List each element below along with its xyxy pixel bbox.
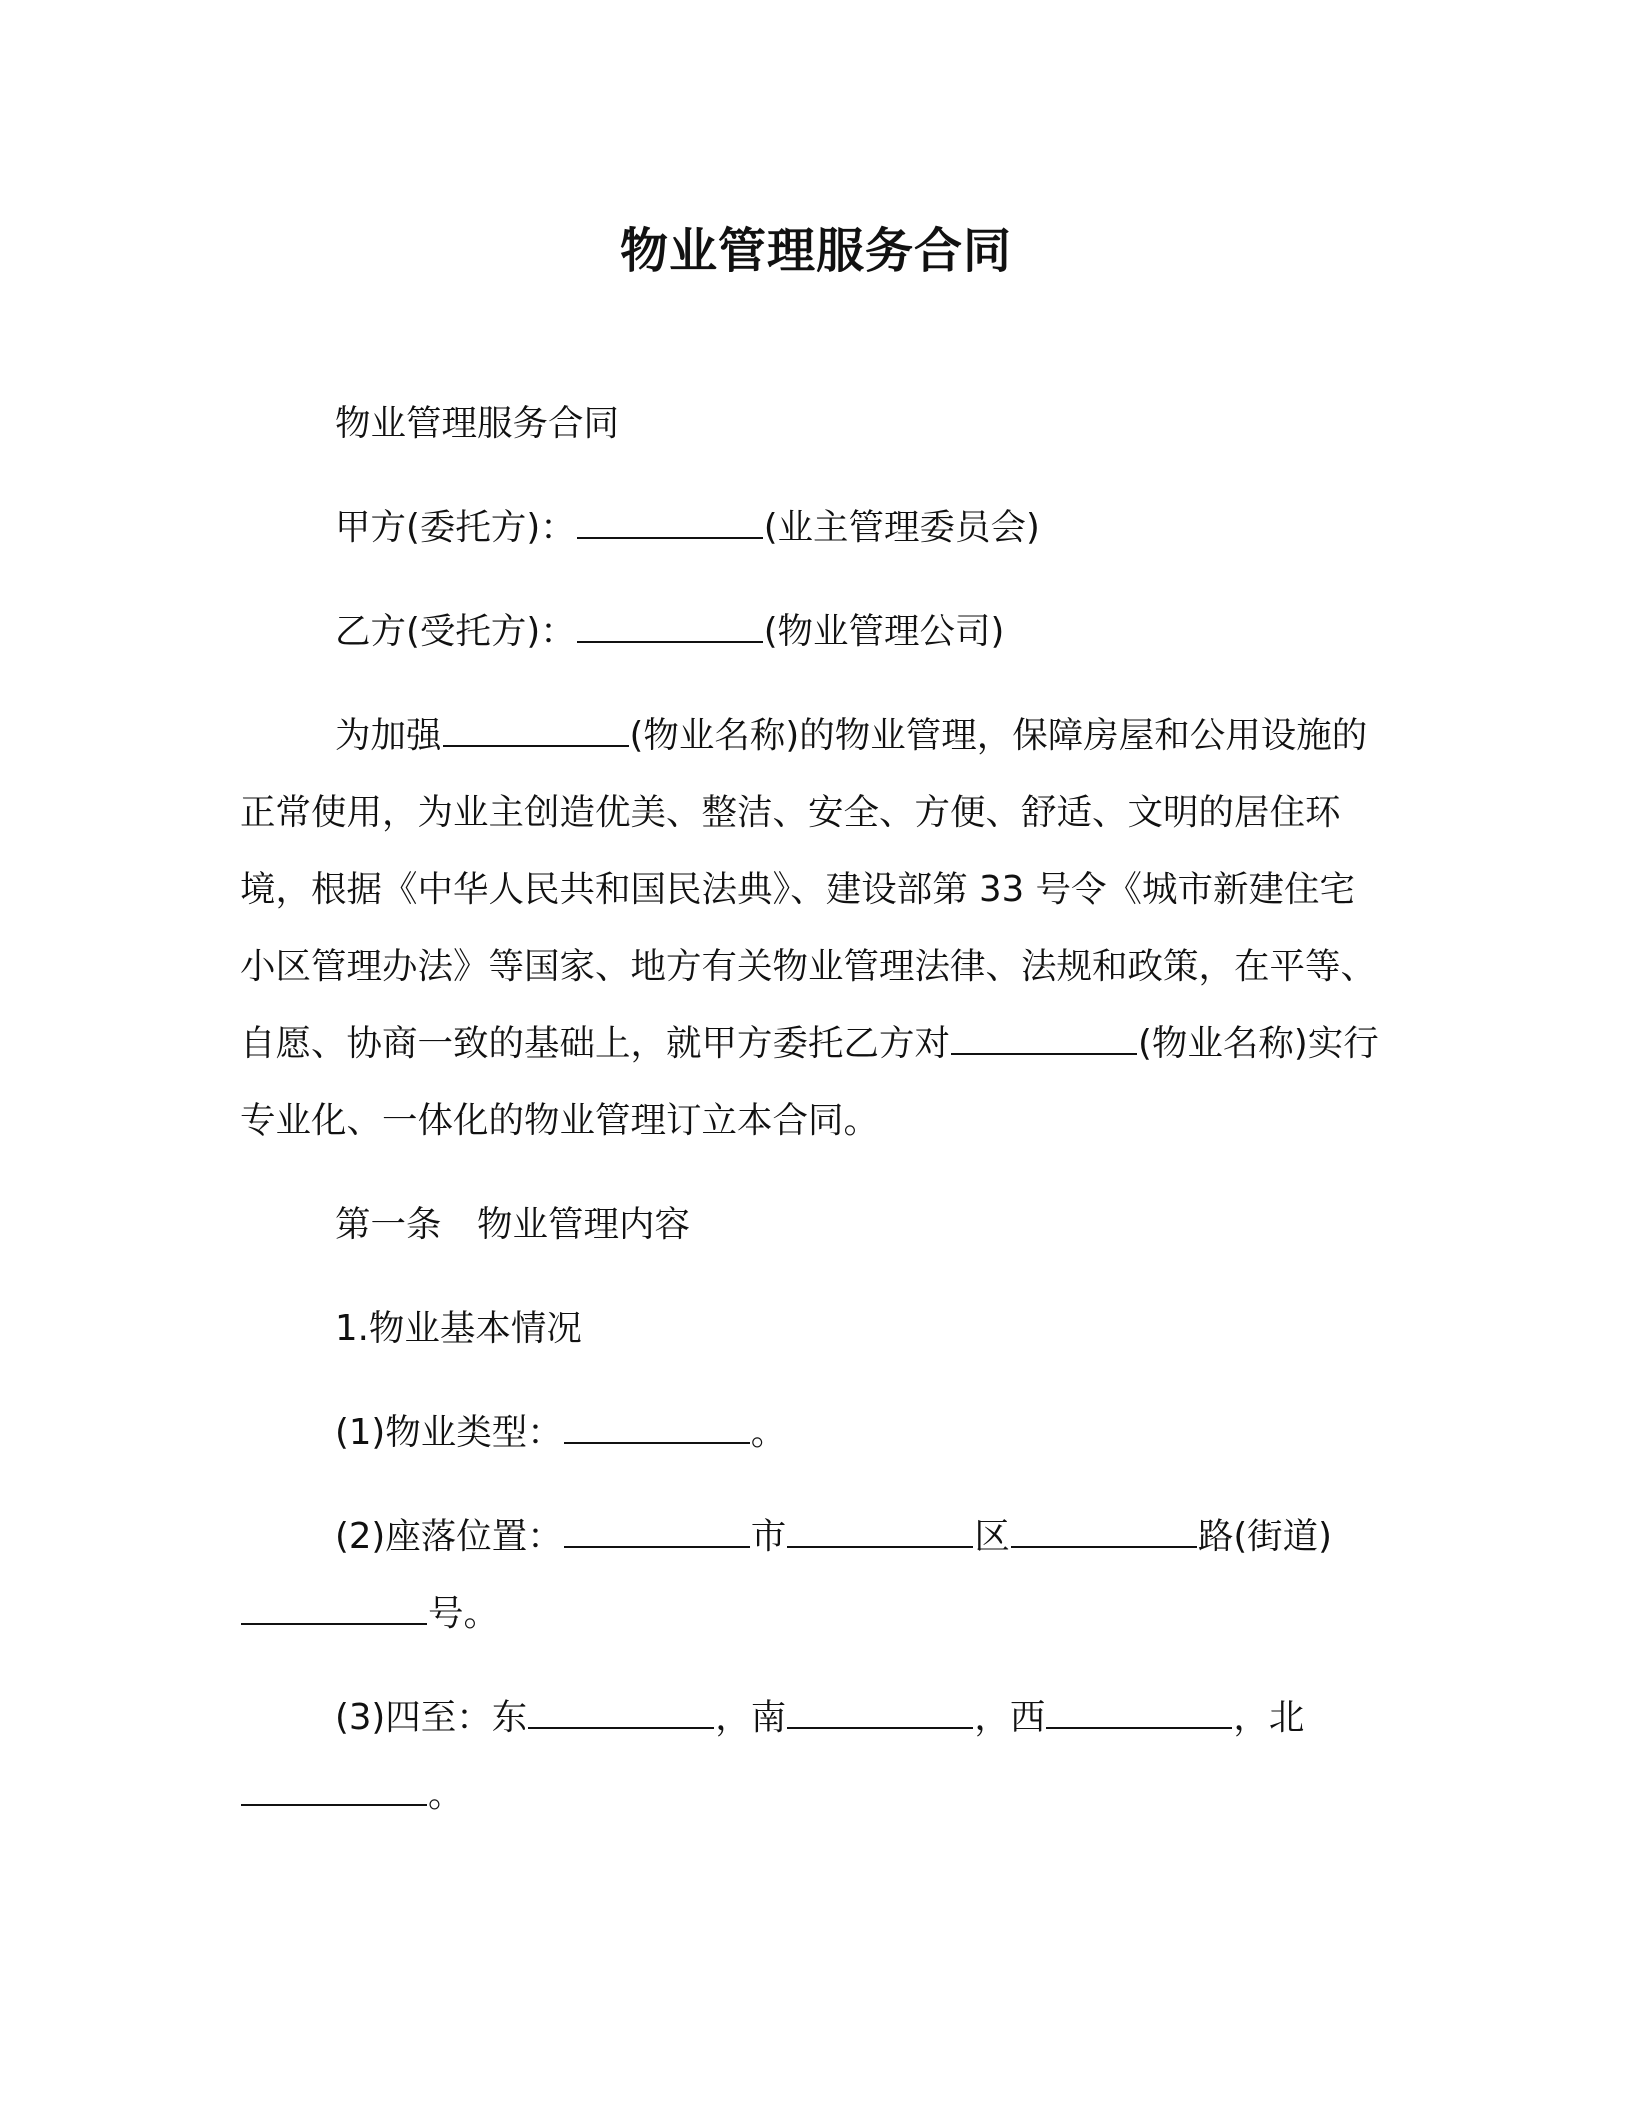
party-b-blank — [577, 611, 763, 643]
preamble-text-2: (物业名称)的物业管理，保障房屋和公用设施的正常使用，为业主创造优美、整洁、安全、方便、舒适、文明的居住环境，根据《中华人民共和国民法典》、建设部第 33 号令《城市新建住宅小区管理办法》等国家、地方有关物业管理法律、法规和政策，在平等、自愿、协商一致的基础上，就甲方委托乙方对 — [240, 715, 1377, 1064]
item-3-south: ，南 — [715, 1697, 787, 1738]
item-2-paragraph — [240, 1498, 1380, 1652]
party-a-paragraph — [240, 489, 1380, 566]
item-2-blank-city — [564, 1516, 750, 1548]
section-1-heading-paragraph — [240, 1290, 1380, 1367]
document-title: 物业管理服务合同 — [619, 223, 1012, 279]
party-a-note: (业主管理委员会) — [763, 507, 1040, 548]
preamble-paragraph — [240, 697, 1380, 1159]
item-2-city: 市 — [750, 1516, 787, 1557]
item-2-blank-number — [241, 1593, 427, 1625]
party-a-blank — [577, 507, 763, 539]
item-3-blank-east — [528, 1697, 714, 1729]
item-1-end: 。 — [750, 1412, 787, 1453]
article-1-heading-paragraph — [240, 1186, 1380, 1263]
preamble-blank-1 — [443, 715, 629, 747]
item-3-blank-south — [787, 1697, 973, 1729]
party-b-label: 乙方(受托方)： — [335, 611, 576, 652]
section-1-heading: 1.物业基本情况 — [335, 1308, 582, 1349]
item-3-blank-north — [241, 1774, 427, 1806]
document-body — [240, 385, 1380, 1860]
item-2-road: 路(街道) — [1197, 1516, 1333, 1557]
item-3-end: 。 — [428, 1774, 464, 1815]
party-a-label: 甲方(委托方)： — [335, 507, 576, 548]
preamble-text-1: 为加强 — [335, 715, 442, 756]
item-2-label: (2)座落位置： — [335, 1516, 563, 1557]
party-b-note: (物业管理公司) — [763, 611, 1005, 652]
subtitle-text: 物业管理服务合同 — [335, 403, 620, 444]
article-1-heading: 第一条 物业管理内容 — [335, 1204, 691, 1245]
item-3-west: ，西 — [974, 1697, 1046, 1738]
item-1-label: (1)物业类型： — [335, 1412, 563, 1453]
item-2-district: 区 — [974, 1516, 1010, 1557]
item-2-number: 号。 — [428, 1593, 500, 1634]
item-3-north: ，北 — [1233, 1697, 1305, 1738]
subtitle-paragraph — [240, 385, 1380, 462]
item-2-blank-road — [1011, 1516, 1197, 1548]
item-2-blank-district — [787, 1516, 973, 1548]
preamble-blank-2 — [951, 1023, 1137, 1055]
item-1-paragraph — [240, 1394, 1380, 1471]
item-3-label: (3)四至：东 — [335, 1697, 528, 1738]
party-b-paragraph — [240, 593, 1380, 670]
item-1-blank — [564, 1412, 750, 1444]
item-3-blank-west — [1046, 1697, 1232, 1729]
preamble-text-3: (物业名称)实行专业化、一体化的物业管理订立本合同。 — [240, 1023, 1379, 1141]
item-3-paragraph — [240, 1679, 1380, 1833]
